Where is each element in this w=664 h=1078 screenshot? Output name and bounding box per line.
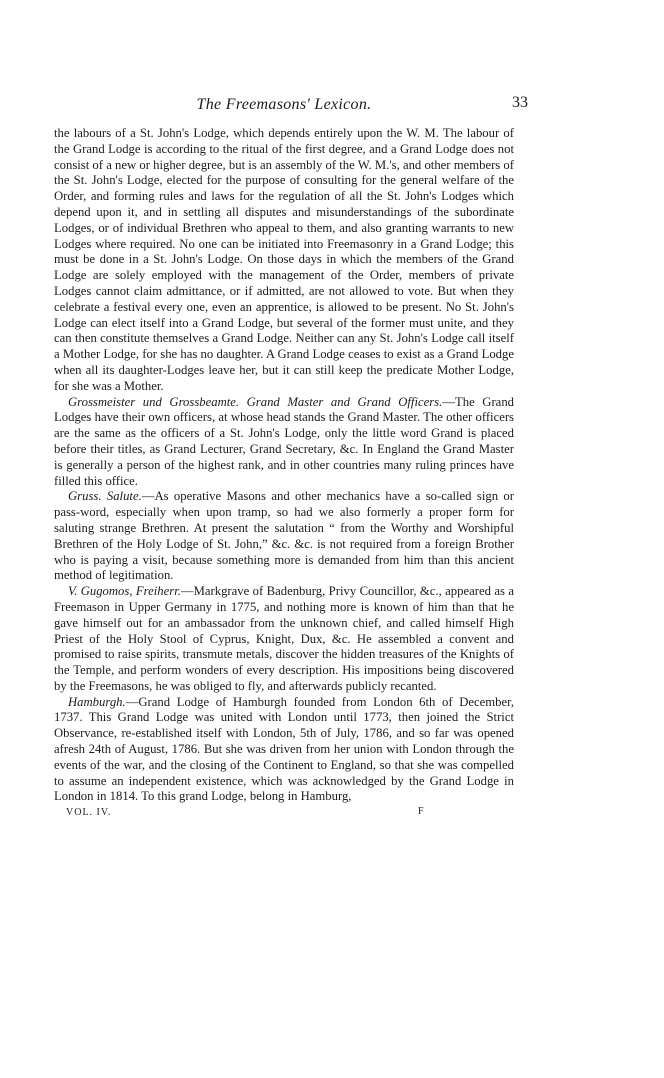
entry-term: Gruss. Salute. bbox=[68, 489, 142, 504]
paragraph-text: the labours of a St. John's Lodge, which depends entirely upon the W. M. The labour of the Grand Lodge is according to the ritual of the first degree, and a Grand Lodge does not consist of a new or higher degree, but is an assembly of the W. M.'s, and other members of the St. John's Lodge, elected for the purpose of consulting for the general welfare of the Order, and forming rules and laws for the regulation of all the St. John's Lodges which depend upon it, and in settling all disputes and misunderstandings of the subordinate Lodges, or of individual Brethren who appeal to them, and also granting warrants to new Lodges where required. No one can be initiated into Freemasonry in a Grand Lodge; this must be done in a St. John's Lodge. On those days in which the members of the Grand Lodge are solely employed with the management of the Order, members of private Lodges cannot claim admittance, or if admitted, are not allowed to vote. But when they celebrate a festival every one, even an apprentice, is allowed to be present. No St. John's Lodge can elect itself into a Grand Lodge, but several of the former must unite, and they can then constitute themselves a Grand Lodge. Neither can any St. John's Lodge call itself a Mother Lodge, for she has no daughter. A Grand Lodge ceases to exist as a Grand Lodge when all its daughter-Lodges leave her, but it can still keep the predicate Mother Lodge, for she was a Mother. bbox=[54, 126, 514, 393]
paragraph-gugomos bbox=[54, 584, 514, 695]
paragraph-text: —Grand Lodge of Hamburgh founded from London 6th of December, 1737. This Grand Lodge was united with London until 1773, then joined the Strict Observance, re-established itself with London, 5th of July, 1786, and so far was opened afresh 24th of August, 1786. But she was driven from her union with London through the events of the war, and the closing of the Continent to England, so that she was compelled to assume an independent existence, which was acknowledged by the Grand Lodge in London in 1814. To this grand Lodge, belong in Hamburg, bbox=[54, 694, 514, 804]
paragraph-text: —Markgrave of Badenburg, Privy Councillor, &c., appeared as a Freemason in Upper Germany in 1775, and nothing more is known of him than that he gave himself out for an ambassador from the unknown chief, and called himself High Priest of the Holy Stool of Cyprus, Knight, Dux, &c. He assembled a convent and promised to raise spirits, transmute metals, discover the hidden treasures of the Knights of the Temple, and perform wonders of every description. His impositions being discovered by the Freemasons, he was obliged to fly, and afterwards publicly recanted. bbox=[54, 584, 514, 693]
paragraph-grand-officers bbox=[54, 395, 514, 490]
body-text bbox=[54, 126, 514, 805]
entry-term: V. Gugomos, Freiherr. bbox=[68, 584, 181, 599]
paragraph-text: —As operative Masons and other mechanics have a so-called sign or pass-word, especially when upon tramp, so had we also formerly a proper form for saluting strange Brethren. At present the salutation “ from the Worthy and Worshipful Brethren of the Holy Lodge of St. John,” &c. &c. is not required from a foreign Brother who is paying a visit, because something more is demanded from him than this ancient method of legitimation. bbox=[54, 489, 514, 583]
entry-term: Grossmeister und Grossbeamte. Grand Master and Grand Officers. bbox=[68, 394, 443, 409]
volume-label: VOL. IV. bbox=[66, 807, 112, 819]
signature-mark: F bbox=[418, 806, 424, 818]
paragraph-salute bbox=[54, 489, 514, 584]
paragraph-text: —The Grand Lodges have their own officers, at whose head stands the Grand Master. The other officers are the same as the officers of a St. John's Lodge, only the little word Grand is placed before their titles, as Grand Lecturer, Grand Secretary, &c. In England the Grand Master is generally a person of the highest rank, and in other countries many ruling princes have filled this office. bbox=[54, 394, 515, 488]
running-title: The Freemasons' Lexicon. bbox=[196, 96, 372, 113]
page-footer bbox=[54, 806, 514, 824]
page-header bbox=[54, 94, 528, 122]
page-number: 33 bbox=[512, 94, 528, 111]
book-page bbox=[54, 94, 528, 824]
entry-term: Hamburgh. bbox=[68, 694, 126, 709]
paragraph-hamburgh bbox=[54, 695, 514, 806]
paragraph-grand-lodge-continuation bbox=[54, 126, 514, 395]
